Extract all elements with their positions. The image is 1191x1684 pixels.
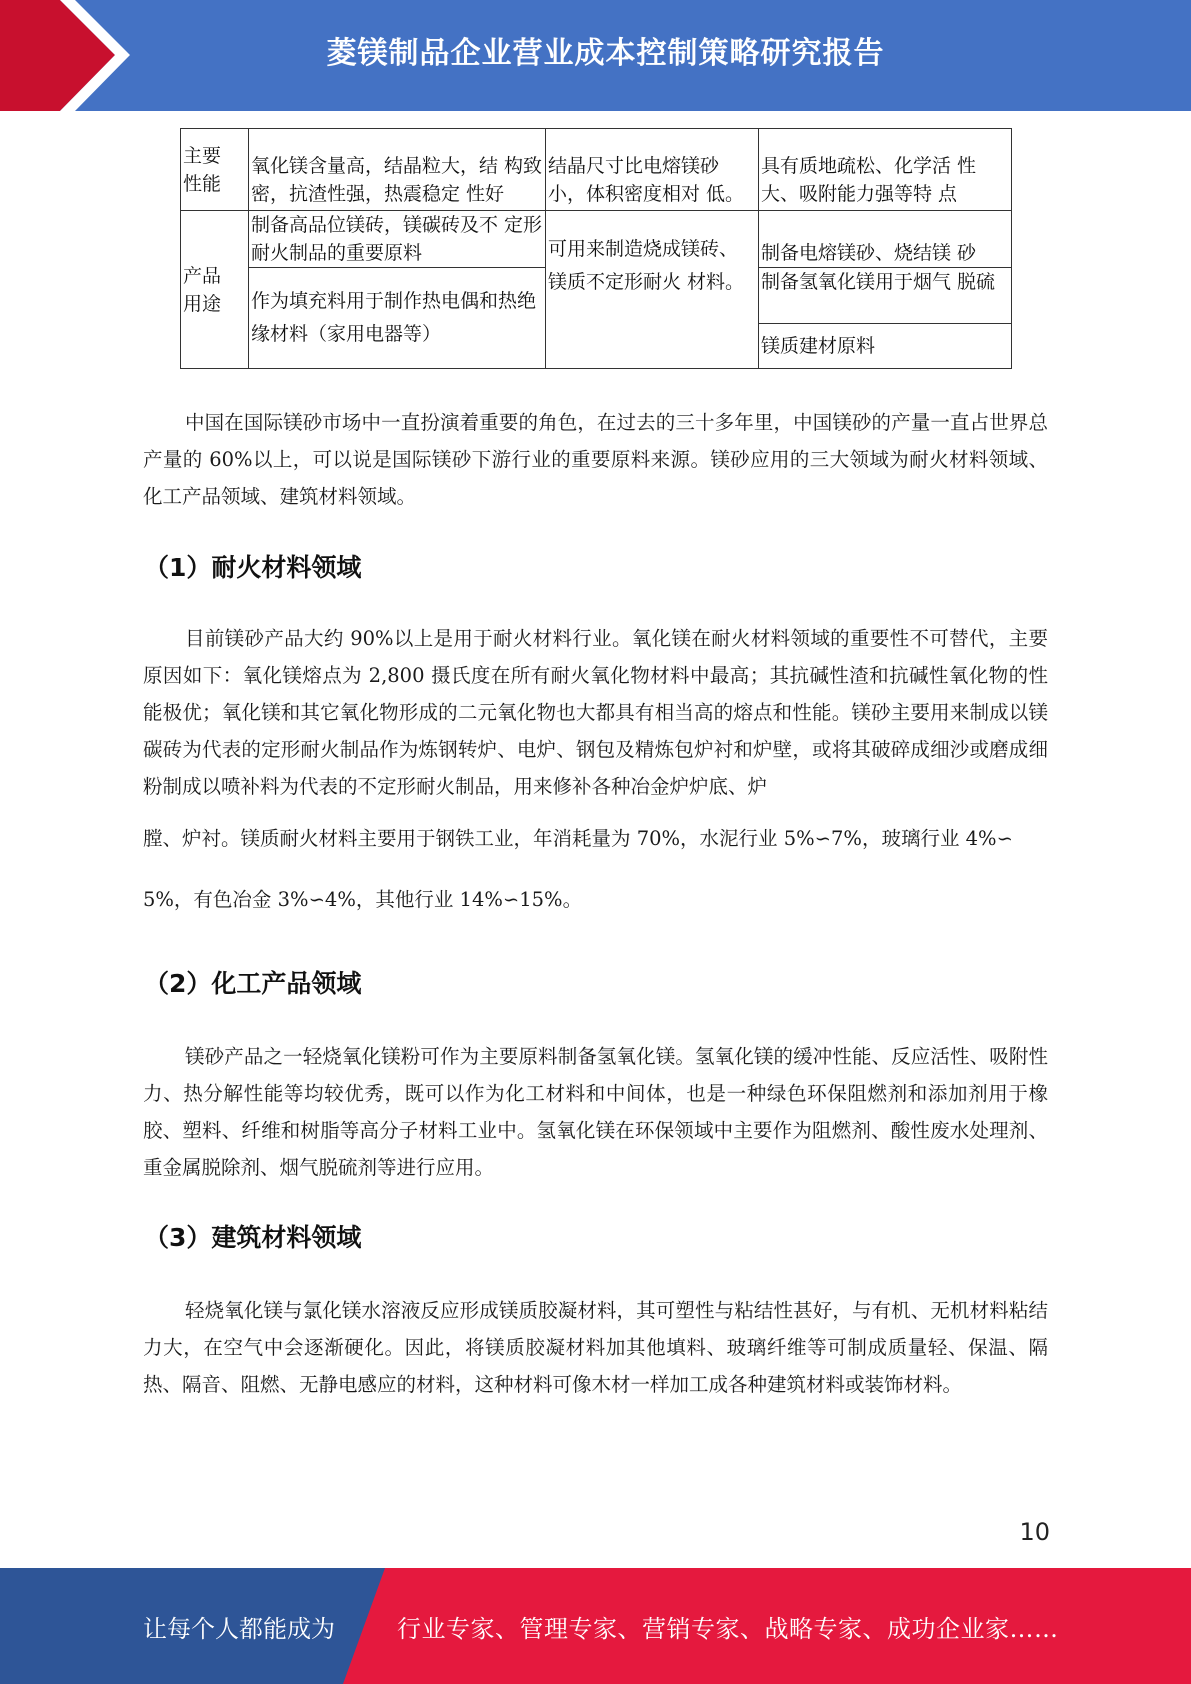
table-cell: 作为填充料用于制作热电偶和热绝缘材料（家用电器等） — [249, 268, 546, 369]
table-row-label-usage: 产品 用途 — [181, 211, 249, 369]
page-footer — [0, 1568, 1191, 1684]
table-cell: 制备电熔镁砂、烧结镁 砂 — [759, 211, 1012, 268]
magnesia-comparison-table — [180, 128, 1012, 369]
page-number: 10 — [1019, 1518, 1050, 1546]
table-row-label-performance: 主要 性能 — [181, 129, 249, 211]
refractory-paragraph: 目前镁砂产品大约 90%以上是用于耐火材料行业。氧化镁在耐火材料领域的重要性不可替代，主要原因如下：氧化镁熔点为 2,800 摄氏度在所有耐火氧化物材料中最高；其抗碱性渣和抗碱性氧化物的性能极优；氧化镁和其它氧化物形成的二元氧化物也大都具有相当高的熔点和性能。镁砂主要用来制成以镁碳砖为代表的定形耐火制品作为炼钢转炉、电炉、钢包及精炼包炉衬和炉壁，或将其破碎成细沙或磨成细粉制成以喷补料为代表的不定形耐火制品，用来修补各种冶金炉炉底、炉 — [143, 627, 1048, 798]
table-cell: 具有质地疏松、化学活 性大、吸附能力强等特 点 — [759, 129, 1012, 211]
refractory-paragraph-end: 5%，有色冶金 3%∽4%，其他行业 14%∽15%。 — [143, 888, 583, 911]
construction-paragraph: 轻烧氧化镁与氯化镁水溶液反应形成镁质胶凝材料，其可塑性与粘结性甚好，与有机、无机材料粘结力大，在空气中会逐渐硬化。因此，将镁质胶凝材料加其他填料、玻璃纤维等可制成质量轻、保温、隔热、隔音、阻燃、无静电感应的材料，这种材料可像木材一样加工成各种建筑材料或装饰材料。 — [143, 1299, 1048, 1396]
table-cell: 制备氢氧化镁用于烟气 脱硫 — [759, 268, 1012, 324]
section-heading-refractory: （1）耐火材料领域 — [144, 553, 362, 582]
refractory-paragraph-cont: 膛、炉衬。镁质耐火材料主要用于钢铁工业，年消耗量为 70%，水泥行业 5%∽7%，玻璃行业 4%∽ — [143, 827, 1013, 850]
table-cell: 镁质建材原料 — [759, 324, 1012, 369]
table-cell: 制备高品位镁砖，镁碳砖及不 定形耐火制品的重要原料 — [249, 211, 546, 268]
header-title: 菱镁制品企业营业成本控制策略研究报告 — [326, 36, 885, 71]
section-heading-construction: （3）建筑材料领域 — [144, 1223, 362, 1252]
table-cell: 可用来制造烧成镁砖、镁质不定形耐火 材料。 — [546, 211, 759, 369]
section-heading-chemical: （2）化工产品领域 — [144, 969, 362, 998]
table-cell: 氧化镁含量高，结晶粒大，结 构致密，抗渣性强，热震稳定 性好 — [249, 129, 546, 211]
chemical-paragraph: 镁砂产品之一轻烧氧化镁粉可作为主要原料制备氢氧化镁。氢氧化镁的缓冲性能、反应活性、吸附性力、热分解性能等均较优秀，既可以作为化工材料和中间体，也是一种绿色环保阻燃剂和添加剂用于橡胶、塑料、纤维和树脂等高分子材料工业中。氢氧化镁在环保领域中主要作为阻燃剂、酸性废水处理剂、重金属脱除剂、烟气脱硫剂等进行应用。 — [143, 1045, 1048, 1179]
page-header — [0, 0, 1191, 111]
footer-slogan-left: 让每个人都能成为 — [143, 1614, 335, 1643]
intro-paragraph: 中国在国际镁砂市场中一直扮演着重要的角色，在过去的三十多年里，中国镁砂的产量一直占世界总产量的 60%以上，可以说是国际镁砂下游行业的重要原料来源。镁砂应用的三大领域为耐火材料领域、化工产品领域、建筑材料领域。 — [143, 411, 1048, 508]
table-cell: 结晶尺寸比电熔镁砂小，体积密度相对 低。 — [546, 129, 759, 211]
footer-slogan-right: 行业专家、管理专家、营销专家、战略专家、成功企业家…… — [397, 1614, 1059, 1643]
